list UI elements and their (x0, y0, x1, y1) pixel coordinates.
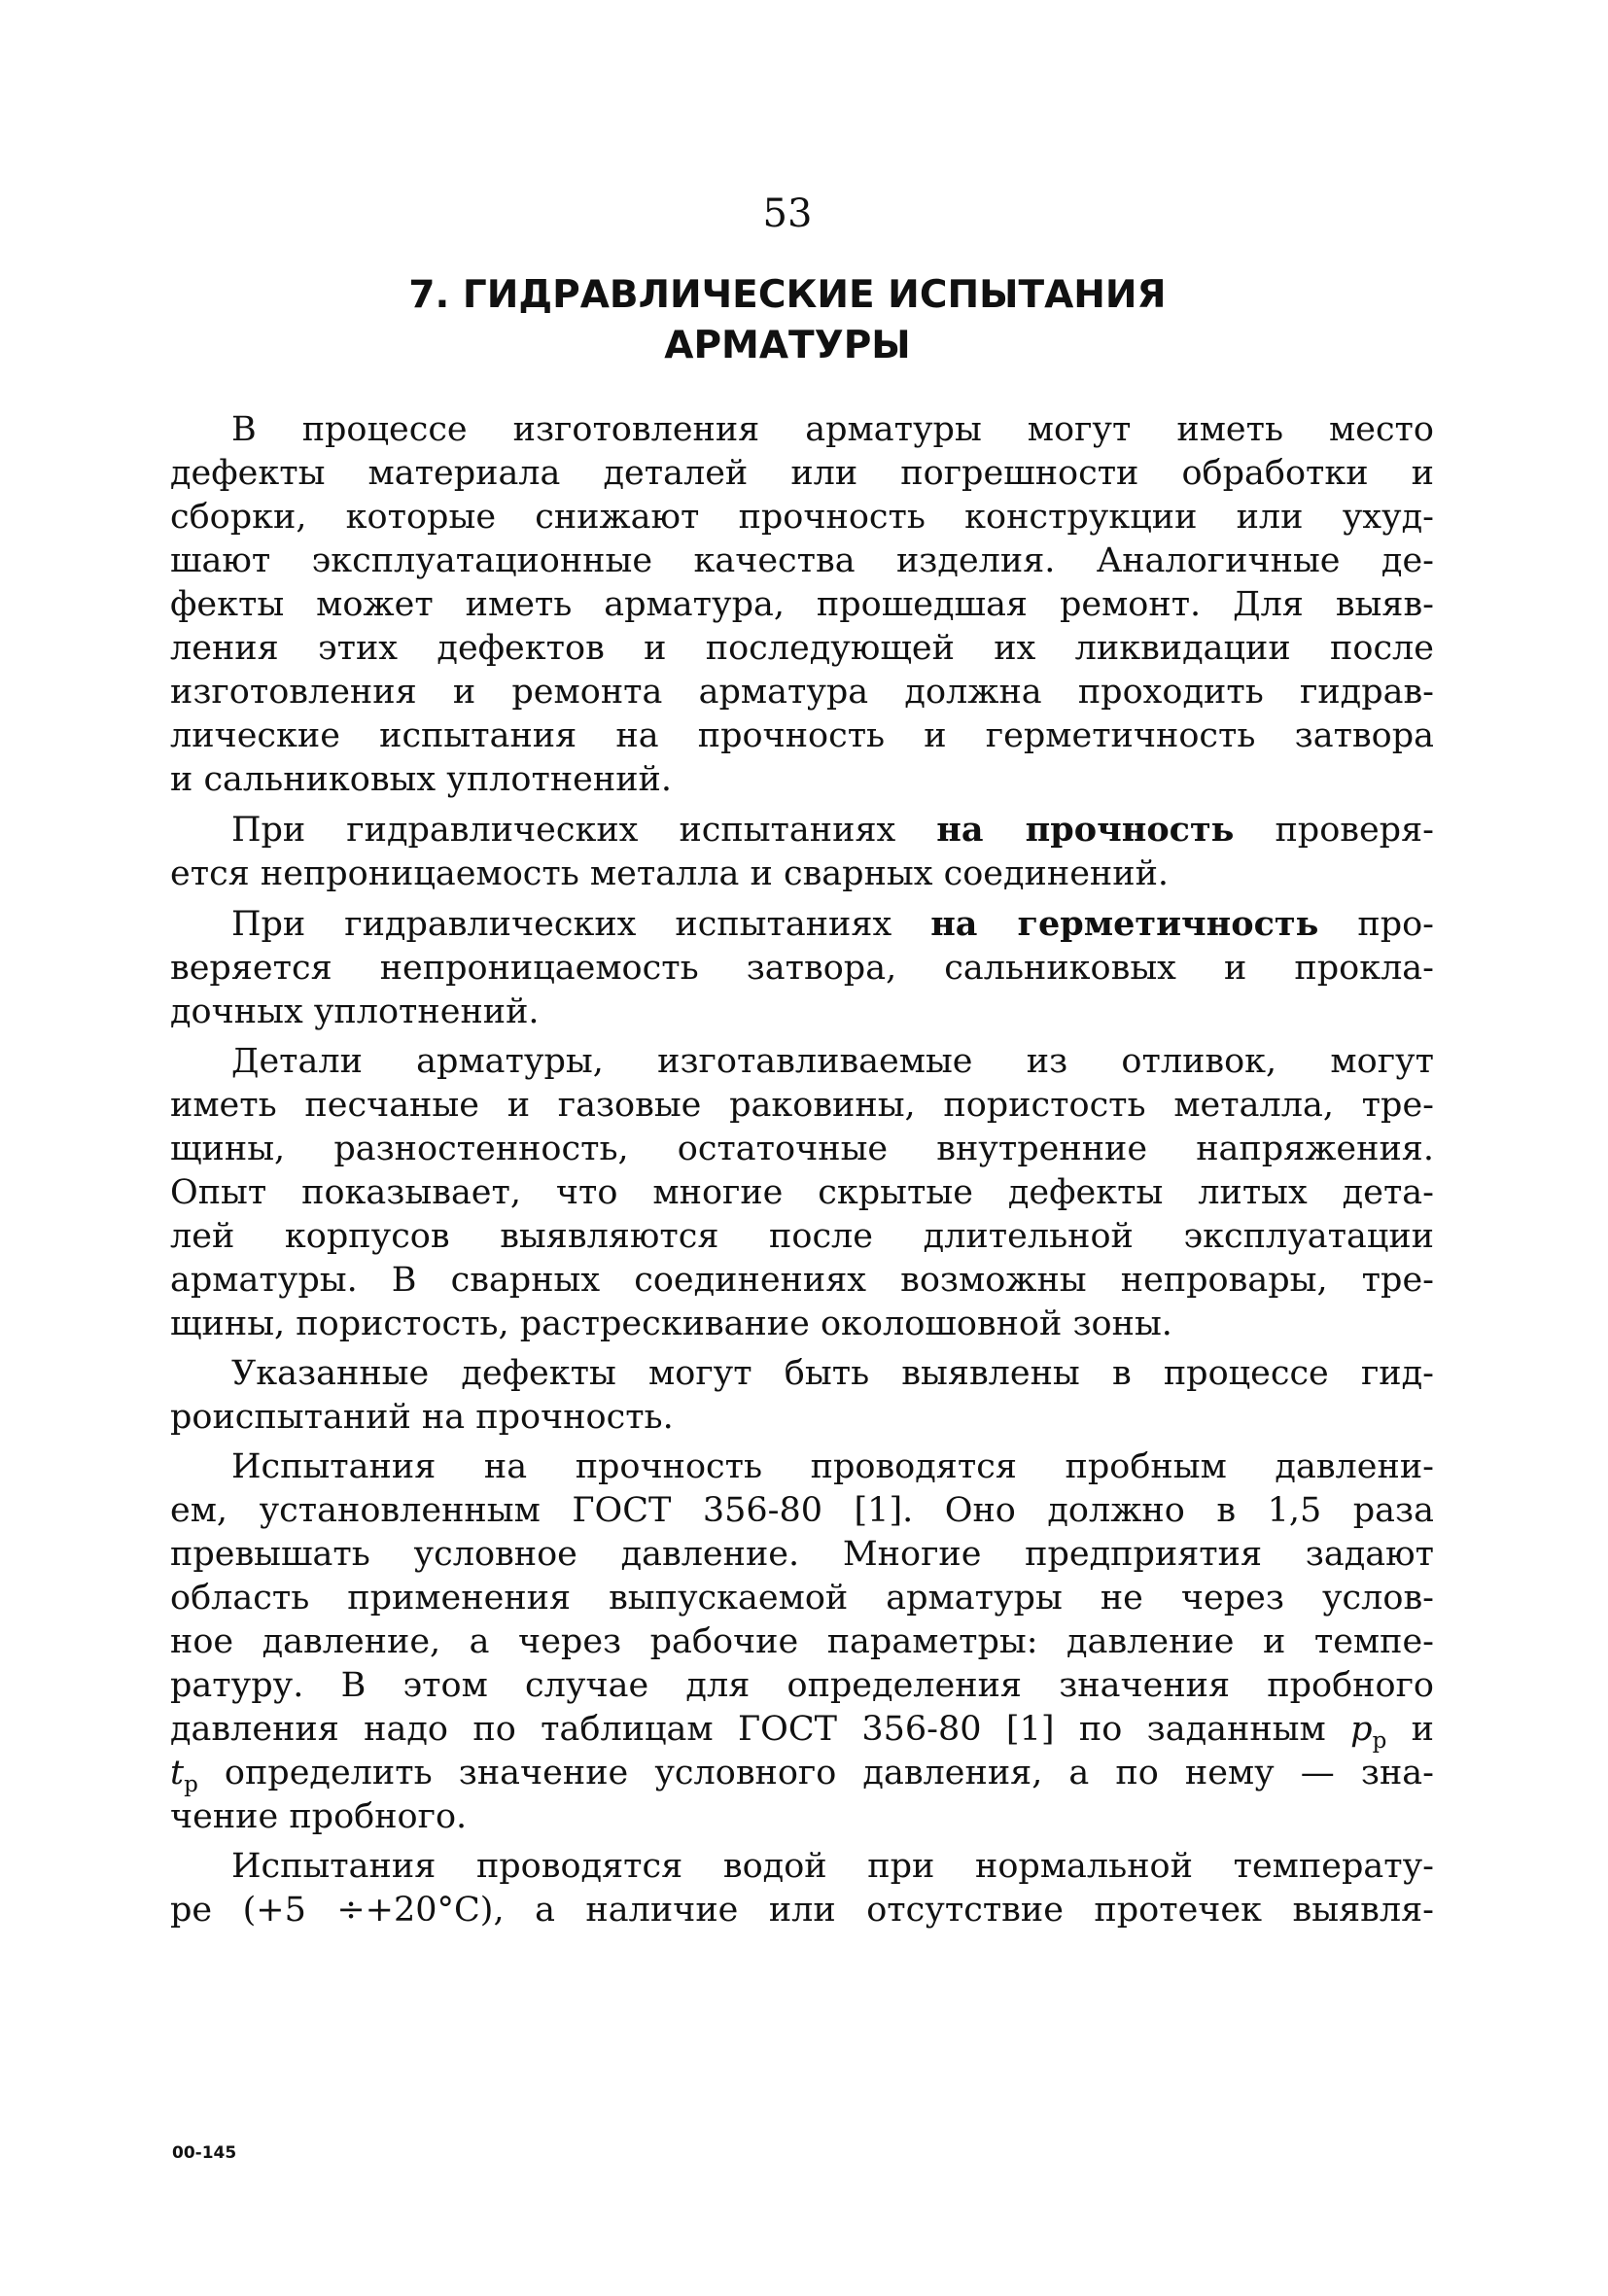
subscript-r: р (184, 1772, 198, 1797)
text-line: Детали арматуры, изготавливаемые из отливок, могут (231, 1042, 1434, 1081)
text-line: ное давление, а через рабочие параметры: давление и темпе- (170, 1622, 1434, 1661)
text-run: про- (1318, 905, 1434, 944)
text-run: При гидравлических испытаниях (231, 905, 931, 944)
text-line: Испытания на прочность проводятся пробным давлени- (231, 1447, 1434, 1486)
text-line: арматуры. В сварных соединениях возможны непровары, тре- (170, 1261, 1434, 1300)
subscript-r: р (1372, 1728, 1387, 1754)
paragraph-detection (170, 1352, 1434, 1440)
text-line: изготовления и ремонта арматура должна проходить гидрав- (170, 673, 1434, 712)
symbol-t: t (170, 1754, 185, 1792)
text-line: фекты может иметь арматура, прошедшая ремонт. Для выяв- (170, 585, 1434, 624)
symbol-p: p (1350, 1710, 1373, 1749)
text-line: Указанные дефекты могут быть выявлены в процессе гид- (231, 1354, 1434, 1393)
text-line: ратуру. В этом случае для определения значения пробного (170, 1666, 1434, 1705)
text-run: При гидравлических испытаниях (231, 811, 937, 850)
bold-term-strength: на прочность (936, 810, 1235, 850)
text-line: роиспытаний на прочность. (170, 1398, 674, 1437)
text-line: веряется непроницаемость затвора, сальниковых и прокла- (170, 949, 1434, 988)
text-line: Опыт показывает, что многие скрытые дефекты литых дета- (170, 1173, 1434, 1212)
text-line: Испытания проводятся водой при нормальной температу- (231, 1847, 1434, 1886)
text-line: ре (+5 ÷+20°С), а наличие или отсутствие протечек выявля- (170, 1891, 1434, 1930)
heading-line-2: АРМАТУРЫ (664, 324, 911, 367)
text-line: область применения выпускаемой арматуры не через услов- (170, 1579, 1434, 1618)
paragraph-defects (170, 1040, 1434, 1346)
text-line (170, 902, 1434, 947)
body-text (170, 408, 1434, 1938)
footer-code: 00-145 (172, 2143, 237, 2163)
text-line: превышать условное давление. Многие предприятия задают (170, 1535, 1434, 1574)
text-run: определить значение условного давления, а по нему — зна- (197, 1754, 1434, 1792)
text-run: проверя- (1234, 811, 1434, 850)
text-line: В процессе изготовления арматуры могут иметь место (231, 410, 1434, 449)
text-line: дочных уплотнений. (170, 992, 540, 1031)
bold-term-tightness: на герметичность (930, 904, 1319, 944)
text-line: щины, пористость, растрескивание околошовной зоны. (170, 1305, 1172, 1343)
text-line: чение пробного. (170, 1797, 468, 1836)
text-line: щины, разностенность, остаточные внутренние напряжения. (170, 1130, 1434, 1168)
text-line (170, 1708, 1434, 1752)
paragraph-strength (170, 808, 1434, 896)
heading-line-1: 7. ГИДРАВЛИЧЕСКИЕ ИСПЫТАНИЯ (408, 273, 1167, 317)
page-number: 53 (762, 191, 813, 236)
text-run: давления надо по таблицам ГОСТ 356-80 [1] по заданным (170, 1710, 1351, 1749)
text-line: ется непроницаемость металла и сварных соединений. (170, 854, 1170, 893)
text-line: шают эксплуатационные качества изделия. Аналогичные де- (170, 541, 1434, 580)
text-line: лические испытания на прочность и герметичность затвора (170, 716, 1434, 755)
text-line: лей корпусов выявляются после длительной эксплуатации (170, 1217, 1434, 1256)
text-line: сборки, которые снижают прочность конструкции или ухуд- (170, 498, 1434, 537)
paragraph-tightness (170, 902, 1434, 1034)
paragraph-water-test (170, 1845, 1434, 1932)
text-line (170, 808, 1434, 852)
text-line: иметь песчаные и газовые раковины, пористость металла, тре- (170, 1086, 1434, 1125)
paragraph-test-pressure (170, 1445, 1434, 1839)
paragraph-intro (170, 408, 1434, 802)
text-line: ления этих дефектов и последующей их ликвидации после (170, 629, 1434, 668)
section-heading (0, 270, 1575, 371)
text-run: и (1386, 1710, 1435, 1749)
text-line: ем, установленным ГОСТ 356-80 [1]. Оно должно в 1,5 раза (170, 1491, 1434, 1530)
text-line: дефекты материала деталей или погрешности обработки и (170, 454, 1434, 493)
text-line (170, 1752, 1434, 1795)
text-line: и сальниковых уплотнений. (170, 760, 672, 799)
